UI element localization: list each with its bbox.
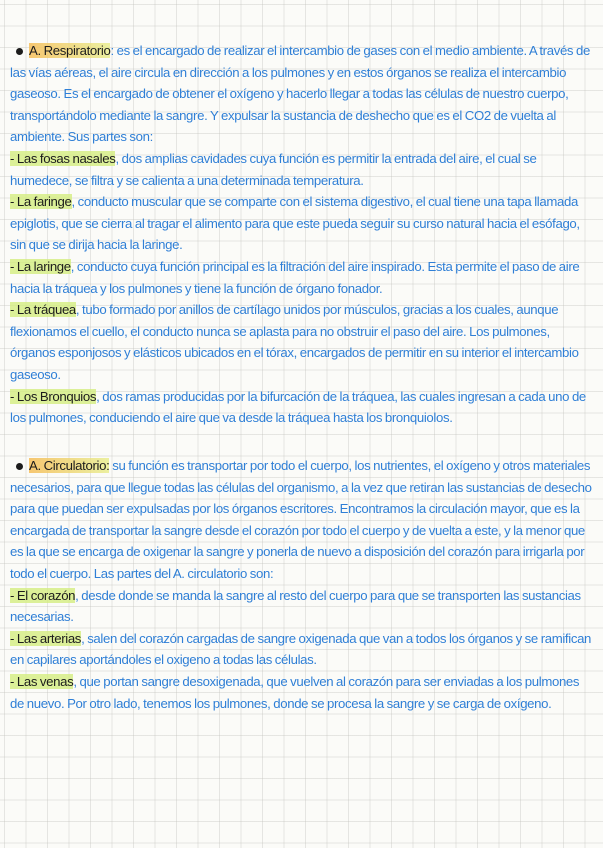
part-item [10,191,594,256]
part-desc: , dos ramas producidas por la bifurcación de la tráquea, las cuales ingresan a cada uno de los pulmones, conduciendo el aire que va desde la tráquea hasta los bronquiolos. [10,388,586,426]
circulatorio-intro: su función es transportar por todo el cuerpo, los nutrientes, el oxígeno y otros materiales necesarios, para que llegue todas las células del organismo, a la vez que retiran las sustancias de desecho para que puedan ser expulsadas por los órganos escritores. Encontramos la circulación mayor, que es la encargada de transportar la sangre desde el corazón por todo el cuerpo y de vuelta a este, y la menor que es la que se encarga de oxigenar la sangre y ponerla de nuevo a disposición del corazón para irrigarla por todo el cuerpo. Las partes del A. circulatorio son: [10,458,592,581]
part-term: - Las arterias [10,630,82,646]
part-term: - Los Bronquios [10,388,97,404]
part-term: - La laringe [10,258,71,274]
circulatorio-heading: A. Circulatorio: [29,458,110,473]
part-term: - La faringe [10,194,72,210]
part-term: - La tráquea [10,302,76,318]
part-desc: , dos amplias cavidades cuya función es permitir la entrada del aire, el cual se humedece, se filtra y se calienta a una determinada temperatura. [10,150,537,188]
part-desc: , conducto cuya función principal es la filtración del aire inspirado. Esta permite el paso de aire hacia la tráquea y los pulmones y tiene la función de órgano fonador. [10,258,580,296]
part-desc: , tubo formado por anillos de cartílago unidos por músculos, gracias a los cuales, aunque flexionamos el cuello, el conducto nunca se aplasta para no obstruir el paso del aire. Los pulmones, órganos esponjosos y elásticos ubicados en el tórax, encargados de permitir en su interior el intercambio gaseoso. [10,302,579,382]
bullet-icon [16,48,23,55]
part-item [10,585,594,628]
bullet-icon [16,463,23,470]
part-term: - Las fosas nasales [10,150,116,166]
part-term: - Las venas [10,673,74,689]
part-item [10,256,594,299]
part-item [10,671,594,714]
circulatorio-section [10,455,594,714]
part-desc: , que portan sangre desoxigenada, que vuelven al corazón para ser enviadas a los pulmones de nuevo. Por otro lado, tenemos los pulmones, donde se procesa la sangre y se carga de oxígeno. [10,673,580,711]
part-desc: , desde donde se manda la sangre al resto del cuerpo para que se transporten las sustancias necesarias. [10,587,581,625]
respiratorio-section [10,40,594,429]
part-item [10,299,594,385]
respiratorio-heading: A. Respiratorio [29,43,111,58]
part-item [10,628,594,671]
part-item [10,386,594,429]
part-term: - El corazón [10,587,76,603]
respiratorio-intro: : es el encargado de realizar el intercambio de gases con el medio ambiente. A través de las vías aéreas, el aire circula en dirección a los pulmones y en estos órganos se realiza el intercambio gaseoso. Es el encargado de obtener el oxígeno y hacerlo llegar a todas las células de nuestro cuerpo, transportándolo mediante la sangre. Y expulsar la sustancia de deshecho que es el CO2 de vuelta al ambiente. Sus partes son: [10,43,590,145]
part-desc: , conducto muscular que se comparte con el sistema digestivo, el cual tiene una tapa llamada epiglotis, que se cierra al tragar el alimento para que este pueda seguir su curso natural hacia el esófago, sin que se dirija hacia la laringe. [10,194,580,253]
part-item [10,148,594,191]
part-desc: , salen del corazón cargadas de sangre oxigenada que van a todos los órganos y se ramifican en capilares aportándoles el oxigeno a todas las células. [10,630,592,668]
